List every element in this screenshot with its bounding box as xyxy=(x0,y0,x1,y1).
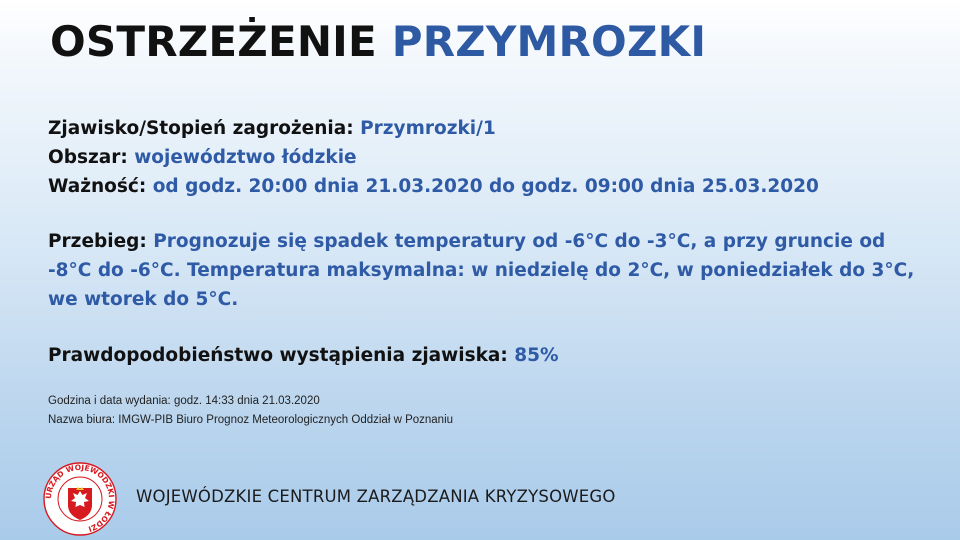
title-warning-word: OSTRZEŻENIE xyxy=(50,17,377,66)
polish-eagle-seal-icon xyxy=(38,462,122,536)
issue-info xyxy=(48,392,453,430)
field-value: województwo łódzkie xyxy=(134,147,357,168)
warning-title xyxy=(50,14,706,70)
forecast-text: Prognozuje się spadek temperatury od -6°C do -3°C, a przy gruncie od -8°C do -6°C. Temperatura maksymalna: w niedzielę do 2°C, w poniedziałek do 3°C, we wtorek do 5°C. xyxy=(48,231,915,310)
issuing-office: Nazwa biura: IMGW-PIB Biuro Prognoz Meteorologicznych Oddział w Poznaniu xyxy=(48,414,454,426)
organization-name: WOJEWÓDZKIE CENTRUM ZARZĄDZANIA KRYZYSOWEGO xyxy=(136,487,616,506)
warning-fields xyxy=(48,114,928,201)
issue-time: Godzina i data wydania: godz. 14:33 dnia 21.03.2020 xyxy=(48,395,320,407)
forecast-label: Przebieg: xyxy=(48,231,147,252)
field-area xyxy=(48,143,928,172)
probability-label: Prawdopodobieństwo wystąpienia zjawiska: xyxy=(48,345,508,366)
field-value: od godz. 20:00 dnia 21.03.2020 do godz. 09:00 dnia 25.03.2020 xyxy=(152,176,819,197)
field-label: Ważność: xyxy=(48,176,147,197)
forecast-course xyxy=(48,227,928,314)
field-label: Zjawisko/Stopień zagrożenia: xyxy=(48,118,354,139)
probability xyxy=(48,341,928,370)
probability-value: 85% xyxy=(514,345,559,366)
field-label: Obszar: xyxy=(48,147,128,168)
field-phenomenon xyxy=(48,114,928,143)
field-validity xyxy=(48,172,928,201)
title-phenomenon: PRZYMROZKI xyxy=(391,17,707,66)
field-value: Przymrozki/1 xyxy=(360,118,496,139)
seal-text: URZĄD WOJEWÓDZKI W ŁODZI xyxy=(43,462,117,534)
